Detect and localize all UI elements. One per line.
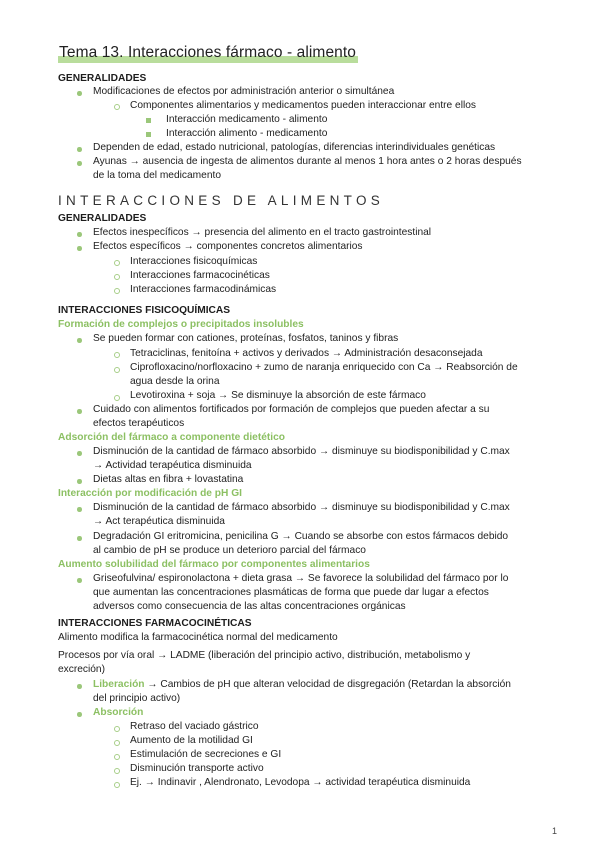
circle-bullet-icon — [114, 274, 120, 280]
list-item: Efectos específicos → componentes concretos alimentarios — [93, 241, 363, 252]
bullet-icon — [77, 338, 82, 343]
circle-bullet-icon — [114, 367, 120, 373]
bullet-icon — [77, 451, 82, 456]
list-item: Interacciones farmacocinéticas — [130, 270, 270, 281]
list-item: del principio activo) — [93, 693, 181, 704]
square-bullet-icon — [146, 132, 151, 137]
list-item: Modificaciones de efectos por administración anterior o simultánea — [93, 86, 395, 97]
subheading-solubilidad: Aumento solubilidad del fármaco por componentes alimentarios — [58, 559, 370, 570]
list-item: Interacción alimento - medicamento — [166, 128, 328, 139]
list-item: al cambio de pH se produce un deterioro parcial del fármaco — [93, 545, 366, 556]
list-item: Interacciones fisicoquímicas — [130, 256, 258, 267]
circle-bullet-icon — [114, 768, 120, 774]
bullet-icon — [77, 507, 82, 512]
page-number: 1 — [552, 826, 558, 836]
list-item: Interacción medicamento - alimento — [166, 114, 328, 125]
list-item: de la toma del medicamento — [93, 170, 221, 181]
list-item: Ciprofloxacino/norfloxacino + zumo de naranja enriquecido con Ca → Reabsorción de — [130, 362, 518, 373]
list-item-liberacion — [93, 678, 511, 692]
list-item: Retraso del vaciado gástrico — [130, 721, 259, 732]
list-item: Degradación GI eritromicina, penicilina G → Cuando se absorbe con estos fármacos debido — [93, 531, 509, 542]
heading-fisicoquimicas: INTERACCIONES FISICOQUÍMICAS — [58, 305, 231, 316]
list-item: adversos como consecuencia de las altas concentraciones orgánicas — [93, 601, 406, 612]
bullet-icon — [77, 684, 82, 689]
bullet-icon — [77, 409, 82, 414]
page-title: Tema 13. Interacciones fármaco - alimento — [59, 44, 357, 61]
list-item: Aumento de la motilidad GI — [130, 735, 253, 746]
subheading-ph: Interacción por modificación de pH GI — [58, 488, 242, 499]
label-absorcion: Absorción — [93, 707, 144, 718]
list-item: Levotiroxina + soja → Se disminuye la absorción de este fármaco — [130, 390, 426, 401]
list-item: → Actividad terapéutica disminuida — [93, 460, 252, 471]
section-title: INTERACCIONES DE ALIMENTOS — [58, 193, 385, 208]
circle-bullet-icon — [114, 740, 120, 746]
bullet-icon — [77, 712, 82, 717]
bullet-icon — [77, 246, 82, 251]
bullet-icon — [77, 232, 82, 237]
list-item: Tetraciclinas, fenitoína + activos y derivados → Administración desaconsejada — [130, 348, 483, 359]
list-item: Dependen de edad, estado nutricional, patologías, diferencias interindividuales genéticas — [93, 142, 496, 153]
bullet-icon — [77, 479, 82, 484]
list-item: Se pueden formar con cationes, proteínas, fosfatos, taninos y fibras — [93, 333, 399, 344]
bullet-icon — [77, 91, 82, 96]
bullet-icon — [77, 161, 82, 166]
list-item: Cuidado con alimentos fortificados por formación de complejos que pueden afectar a su — [93, 404, 490, 415]
bullet-icon — [77, 147, 82, 152]
paragraph: excreción) — [58, 664, 105, 675]
circle-bullet-icon — [114, 288, 120, 294]
circle-bullet-icon — [114, 104, 120, 110]
heading-generalidades: GENERALIDADES — [58, 73, 147, 84]
list-item: Estimulación de secreciones e GI — [130, 749, 282, 760]
circle-bullet-icon — [114, 395, 120, 401]
bullet-icon — [77, 578, 82, 583]
circle-bullet-icon — [114, 260, 120, 266]
subheading-complejos: Formación de complejos o precipitados insolubles — [58, 319, 304, 330]
heading-farmacocineticas: INTERACCIONES FARMACOCINÉTICAS — [58, 618, 252, 629]
circle-bullet-icon — [114, 754, 120, 760]
circle-bullet-icon — [114, 782, 120, 788]
liberacion-text: → Cambios de pH que alteran velocidad de disgregación (Retardan la absorción — [144, 679, 511, 690]
subheading-adsorcion: Adsorción del fármaco a componente dietético — [58, 432, 286, 443]
bullet-icon — [77, 536, 82, 541]
list-item: Disminución de la cantidad de fármaco absorbido → disminuye su biodisponibilidad y C.max — [93, 502, 510, 513]
list-item: Disminución transporte activo — [130, 763, 264, 774]
square-bullet-icon — [146, 118, 151, 123]
list-item: → Act terapéutica disminuida — [93, 516, 225, 527]
list-item: Interacciones farmacodinámicas — [130, 284, 277, 295]
circle-bullet-icon — [114, 352, 120, 358]
paragraph: Procesos por vía oral → LADME (liberación del principio activo, distribución, metabolismo y — [58, 650, 471, 661]
list-item: que aumentan las concentraciones plasmáticas de forma que puede dar lugar a efectos — [93, 587, 489, 598]
list-item: Ej. → Indinavir , Alendronato, Levodopa → actividad terapéutica disminuida — [130, 777, 471, 788]
paragraph: Alimento modifica la farmacocinética normal del medicamento — [58, 632, 338, 643]
heading-generalidades-2: GENERALIDADES — [58, 213, 147, 224]
list-item: Griseofulvina/ espironolactona + dieta grasa → Se favorece la solubilidad del fármaco por lo — [93, 573, 509, 584]
circle-bullet-icon — [114, 726, 120, 732]
list-item: Componentes alimentarios y medicamentos pueden interaccionar entre ellos — [130, 100, 476, 111]
list-item: Disminución de la cantidad de fármaco absorbido → disminuye su biodisponibilidad y C.max — [93, 446, 510, 457]
list-item: Dietas altas en fibra + lovastatina — [93, 474, 244, 485]
label-liberacion: Liberación — [93, 679, 145, 690]
list-item: Efectos inespecíficos → presencia del alimento en el tracto gastrointestinal — [93, 227, 432, 238]
list-item: agua desde la orina — [130, 376, 220, 387]
list-item: Ayunas → ausencia de ingesta de alimentos durante al menos 1 hora antes o 2 horas después — [93, 156, 522, 167]
list-item: efectos terapéuticos — [93, 418, 185, 429]
